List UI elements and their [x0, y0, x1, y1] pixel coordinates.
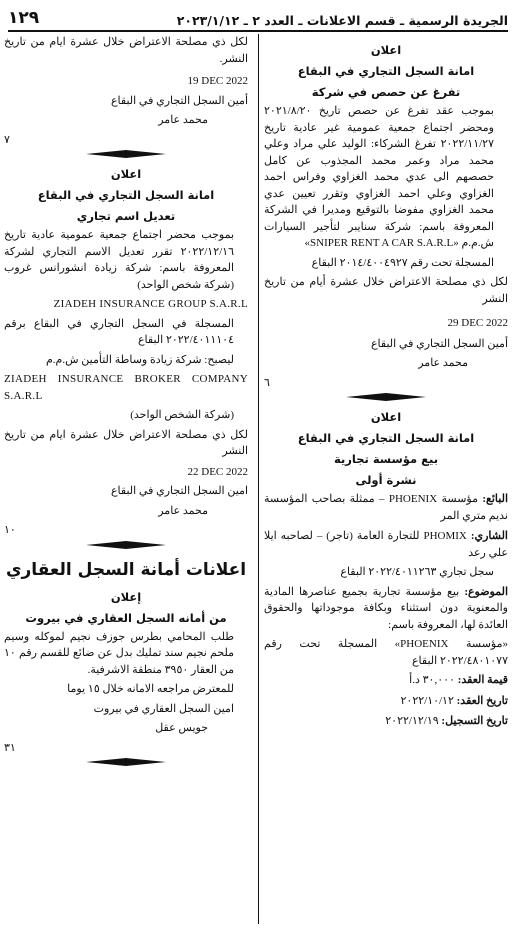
notice-number: ٧	[4, 133, 10, 146]
right-column	[264, 34, 508, 733]
notice-subject: بيع مؤسسة تجارية	[333, 452, 439, 466]
registration-date-label: تاريخ التسجيل:	[441, 715, 508, 727]
notice-registration: المسجلة تحت رقم ٢٠١٤/٤٠٠٤٩٢٧ البقاع	[311, 256, 494, 269]
establishment-registration: «مؤسسة PHOENIX» المسجلة تحت رقم ٢٠٢٢/٤٨٠١٠٧٧ البقاع	[264, 638, 508, 667]
registration-date: ٢٠٢٢/١٢/١٩	[385, 715, 439, 727]
page-number: ١٢٩	[8, 8, 40, 28]
notice-org: امانة السجل التجاري في البقاع	[297, 431, 475, 445]
notice-date: 19 DEC 2022	[187, 75, 248, 87]
topic-value: بيع مؤسسة تجارية بجميع عناصرها المادية والمعنوية دون استثناء وبكافة موجوداتها والحقوق العائدة لها، المعروفة باسم:	[264, 585, 508, 631]
seller-value: مؤسسة PHOENIX – ممثلة بصاحب المؤسسة نديم متري المر	[264, 493, 508, 522]
notice-objection: للمعترض مراجعه الامانه خلال ١٥ يوما	[67, 683, 234, 695]
notice-number: ٣١	[4, 741, 16, 754]
buyer-value: PHOMIX للتجارة العامة (تاجر) – لصاحبه ايلا علي رعد	[264, 530, 508, 559]
notice-subject: تعديل اسم تجاري	[76, 209, 176, 223]
contract-value: ٣٠,٠٠٠ د.أ	[409, 674, 455, 686]
company-latin-name: ZIADEH INSURANCE GROUP S.A.R.L	[53, 298, 248, 310]
notice-registration: المسجلة في السجل التجاري في البقاع برقم ٢٠٢٢/٤٠١١١٠٤ البقاع	[4, 317, 234, 346]
topic-label: الموضوع:	[464, 585, 509, 598]
notice-org: امانة السجل التجاري في البقاع	[37, 188, 215, 202]
buyer-registration: سجل تجاري ٢٠٢٢/٤٠١١٢٦٣ البقاع	[340, 566, 494, 578]
seller-label: البائع:	[482, 493, 509, 505]
notice-number: ١٠	[4, 524, 16, 536]
signer-name: محمد عامر	[158, 504, 208, 517]
signer-title: أمين السجل التجاري في البقاع	[110, 94, 248, 107]
left-column	[4, 34, 248, 772]
contract-value-label: قيمة العقد:	[457, 674, 508, 686]
notice-heading: اعلان	[370, 410, 402, 424]
notice-objection: لكل ذي مصلحة الاعتراض خلال عشرة أيام من تاريخ النشر	[264, 276, 508, 305]
notice-body: بموجب محضر اجتماع جمعية عمومية عادية تاريخ ٢٠٢٢/١٢/١٦ تقرر تعديل الاسم التجاري لشركة المعروفة باسم: شركة زيادة انشورانس غروب (شركة شخص الواحد)	[4, 229, 234, 291]
signer-name: جويس عقل	[155, 722, 208, 734]
notice-objection: لكل ذي مصلحة الاعتراض خلال عشرة ايام من تاريخ النشر.	[4, 36, 248, 65]
notice-subject-sub: نشرة أولى	[355, 473, 417, 487]
company-type: (شركة الشخص الواحد)	[130, 409, 234, 421]
contract-date-label: تاريخ العقد:	[456, 694, 508, 707]
notice-heading: اعلان	[110, 167, 142, 181]
column-divider	[258, 34, 259, 924]
notice-body: بموجب عقد تفرغ عن حصص تاريخ ٢٠٢١/٨/٢٠ ومحضر اجتماع جمعية عمومية غير عادية تاريخ ٢٠٢٢/١١/٢٧ تفرغ الشركاء: الوليد علي مراد وعلي محمد مراد وعمر محمد المجذوب عن كامل حصصهم الى عدي محمد الغزاوي وفراس احمد الغزاوي وعلي احمد الغزاوي وتقرر تعيين عدي محمد الغزاوي مفوضا بالتوقيع ومديرا في الشركة المعروفة باسم: شركة سنايبر لتأجير السيارات ش.م.م «SNIPER RENT A CAR S.A.R.L»	[264, 105, 494, 249]
notice-date: 29 DEC 2022	[447, 317, 508, 329]
separator-ornament	[4, 148, 248, 160]
notice-heading: إعلان	[110, 589, 142, 604]
new-name: ليصبح: شركة زيادة وساطة التأمين ش.م.م	[46, 353, 234, 366]
buyer-label: الشاري:	[470, 530, 508, 542]
signer-title: أمين السجل التجاري في البقاع	[370, 337, 508, 350]
gazette-header-title: الجريدة الرسمية ـ قسم الاعلانات ـ العدد ٢ ـ ٢٠٢٣/١/١٢	[176, 13, 508, 28]
separator-ornament	[4, 756, 248, 768]
signer-title: امين السجل العقاري في بيروت	[93, 702, 234, 715]
signer-name: محمد عامر	[158, 114, 208, 126]
notice-subject: تفرغ عن حصص في شركة	[311, 85, 461, 99]
notice-body: طلب المحامي بطرس جوزف نجيم لموكله وسيم ملحم نجيم سند تمليك بدل عن ضائع للقسم رقم ١٠ من العقار ٣٩٥٠ منطقة الاشرفية.	[4, 630, 234, 676]
notice-number: ٦	[264, 376, 270, 389]
notice-org: امانة السجل التجاري في البقاع	[297, 64, 475, 78]
notice-org: من أمانه السجل العقاري في بيروت	[25, 610, 227, 625]
notice-date: 22 DEC 2022	[187, 465, 248, 478]
page-header	[8, 6, 508, 32]
separator-ornament	[264, 391, 508, 403]
contract-date: ٢٠٢٢/١٠/١٢	[400, 694, 454, 707]
notice-objection: لكل ذي مصلحة الاعتراض خلال عشرة ايام من تاريخ النشر	[4, 428, 248, 457]
separator-ornament	[4, 539, 248, 551]
signer-name: محمد عامر	[418, 357, 468, 369]
notice-heading: اعلان	[370, 43, 402, 57]
company-new-latin-name: ZIADEH INSURANCE BROKER COMPANY S.A.R.L	[4, 373, 248, 402]
section-title: اعلانات أمانة السجل العقاري	[5, 559, 247, 580]
signer-title: امين السجل التجاري في البقاع	[110, 485, 248, 497]
